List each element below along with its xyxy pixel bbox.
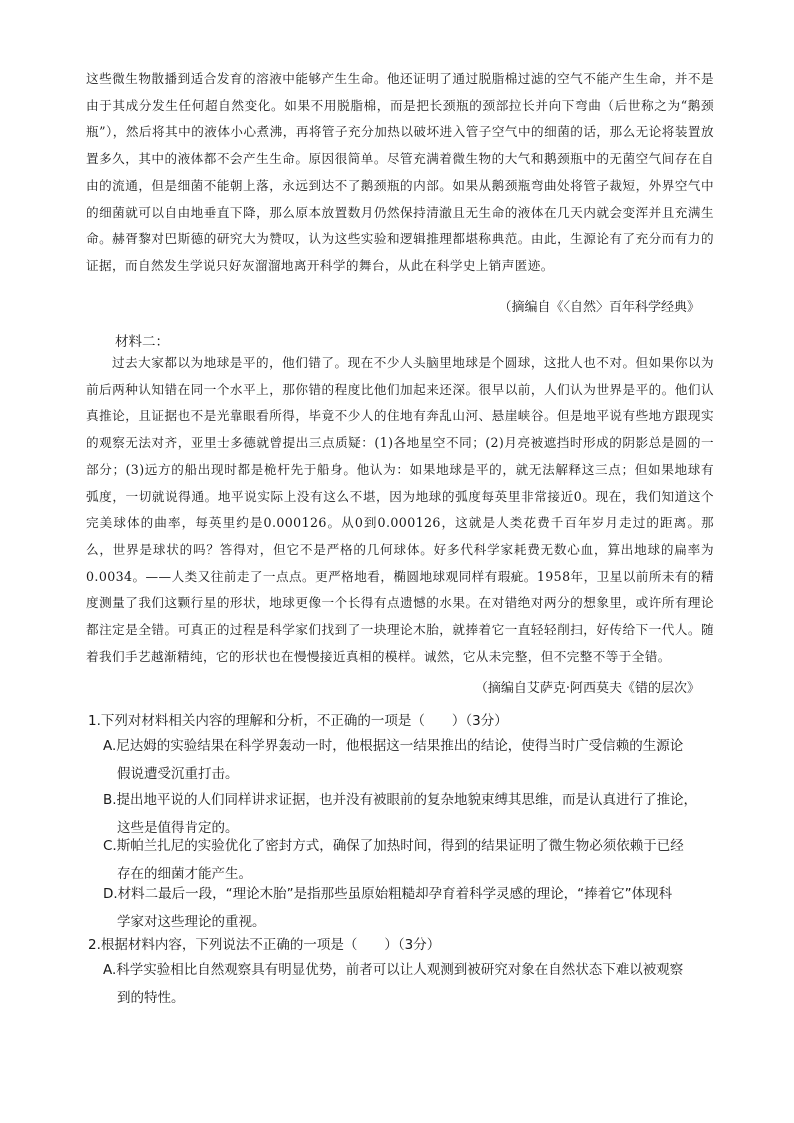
source-citation-one: （摘编自《〈自然〉百年科学经典》: [498, 300, 700, 315]
option-line: B.提出地平说的人们同样讲求证据，也并没有被眼前的复杂地貌束缚其思维，而是认真进行了推论，: [103, 792, 698, 808]
option-line: 这些是值得肯定的。: [117, 820, 239, 836]
option-line: 假说遭受沉重打击。: [117, 766, 239, 782]
source-citation-two: （摘编自艾萨克·阿西莫夫《错的层次》: [474, 681, 700, 696]
material-two-label: 材料二：: [115, 334, 169, 350]
option-line: 学家对这些理论的重视。: [117, 914, 266, 930]
option-line: 到的特性。: [117, 990, 185, 1006]
passage-one-tail: 这些微生物散播到适合发育的溶液中能够产生生命。他还证明了通过脱脂棉过滤的空气不能产生生命，并不是由于其成分发生任何超自然变化。如果不用脱脂棉，而是把长颈瓶的颈部拉长并向下弯曲（后世称之为“鹅颈瓶”），然后将其中的液体小心煮沸，再将管子充分加热以破坏进入管子空气中的细菌的话，那么无论将装置放置多久，其中的液体都不会产生生命。原因很简单。尽管充满着微生物的大气和鹅颈瓶中的无菌空气间存在自由的流通，但是细菌不能朝上落，永远到达不了鹅颈瓶的内部。如果从鹅颈瓶弯曲处将管子裁短，外界空气中的细菌就可以自由地垂直下降，那么原本放置数月仍然保持清澈且无生命的液体在几天内就会变浑并且充满生命。赫胥黎对巴斯德的研究大为赞叹，认为这些实验和逻辑推理都堪称典范。由此，生源论有了充分而有力的证据，而自然发生学说只好灰溜溜地离开科学的舞台，从此在科学史上销声匿迹。: [86, 71, 714, 273]
option-line: A.尼达姆的实验结果在科学界轰动一时，他根据这一结果推出的结论，使得当时广受信赖的生源论: [103, 738, 684, 754]
question-two-stem: 2.根据材料内容，下列说法不正确的一项是（ ）（3分）: [88, 937, 441, 953]
question-two-option-a[interactable]: [103, 956, 713, 1012]
passage-two: 过去大家都以为地球是平的，他们错了。现在不少人头脑里地球是个圆球，这批人也不对。但如果你以为前后两种认知错在同一个水平上，那你错的程度比他们加起来还深。很早以前，人们认为世界是平的。他们认真推论，且证据也不是光靠眼看所得，毕竟不少人的住地有奔乱山河、悬崖峡谷。但是地平说有些地方跟现实的观察无法对齐，亚里士多德就曾提出三点质疑：(1)各地星空不同；(2)月亮被遮挡时形成的阴影总是圆的一部分；(3)远方的船出现时都是桅杆先于船身。他认为：如果地球是平的，就无法解释这三点；但如果地球有弧度，一切就说得通。地平说实际上没有这么不堪，因为地球的弧度每英里非常接近0。现在，我们知道这个完美球体的曲率，每英里约是0.000126。从0到0.000126，这就是人类花费千百年岁月走过的距离。那么，世界是球状的吗？答得对，但它不是严格的几何球体。好多代科学家耗费无数心血，算出地球的扁率为0.0034。——人类又往前走了一点点。更严格地看，椭圆地球观同样有瑕疵。1958年，卫星以前所未有的精度测量了我们这颗行星的形状，地球更像一个长得有点遗憾的水果。在对错绝对两分的想象里，或许所有理论都注定是全错。可真正的过程是科学家们找到了一块理论木胎，就捧着它一直轻轻削扫，好传给下一代人。随着我们手艺越渐精纯，它的形状也在慢慢接近真相的模样。诚然，它从未完整，但不完整不等于全错。: [86, 355, 714, 664]
option-line: C.斯帕兰扎尼的实验优化了密封方式，确保了加热时间，得到的结果证明了微生物必须依赖于已经: [103, 838, 684, 854]
question-one-option-d[interactable]: [103, 880, 713, 936]
question-one-stem: 1.下列对材料相关内容的理解和分析，不正确的一项是（ ）（3分）: [88, 713, 508, 729]
option-line: 存在的细菌才能产生。: [117, 866, 252, 882]
option-line: D.材料二最后一段，“理论木胎”是指那些虽原始粗糙却孕育着科学灵感的理论，“捧着它”体现科: [103, 886, 673, 902]
question-one-option-a[interactable]: [103, 732, 713, 788]
option-line: A.科学实验相比自然观察具有明显优势，前者可以让人观测到被研究对象在自然状态下难以被观察: [103, 962, 684, 978]
